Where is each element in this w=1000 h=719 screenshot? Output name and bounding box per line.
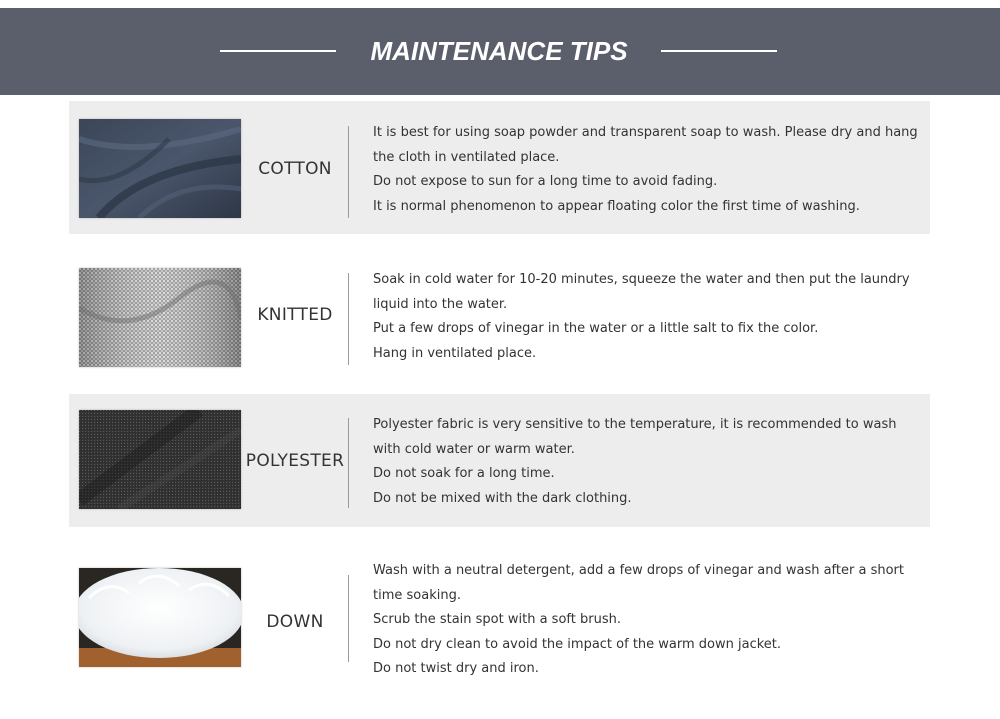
tip-item: Do not be mixed with the dark clothing. <box>373 490 632 506</box>
section-down <box>69 545 930 695</box>
fabric-name: KNITTED <box>257 305 333 325</box>
divider <box>348 418 349 508</box>
tip-item: It is best for using soap powder and transparent soap to wash. Please dry and hang the cloth in ventilated place. <box>373 125 918 165</box>
tips-list <box>373 268 923 366</box>
tip-item: Hang in ventilated place. <box>373 345 537 361</box>
tip-item: Do not expose to sun for a long time to avoid fading. <box>373 174 718 189</box>
tip-item: Polyester fabric is very sensitive to the temperature, it is recommended to wash with cold water or warm water. <box>373 417 897 457</box>
divider <box>348 126 349 218</box>
section-knitted <box>69 248 930 381</box>
tip-item: Soak in cold water for 10-20 minutes, squeeze the water and then put the laundry liquid into the water. <box>373 272 910 312</box>
tip-item: Wash with a neutral detergent, add a few drops of vinegar and wash after a short time soaking. <box>373 563 904 603</box>
tip-item: Do not twist dry and iron. <box>373 661 539 676</box>
header-banner <box>0 8 1000 95</box>
fabric-name: POLYESTER <box>245 451 345 471</box>
knitted-fabric-image <box>79 268 241 367</box>
tips-list <box>373 559 923 682</box>
section-polyester <box>69 394 930 527</box>
header-line-right <box>661 50 777 52</box>
tip-item: Put a few drops of vinegar in the water or a little salt to fix the color. <box>373 321 819 336</box>
down-fabric-image <box>79 568 241 667</box>
page-title: MAINTENANCE TIPS <box>370 36 628 66</box>
header-line-left <box>220 50 336 52</box>
tip-item: Do not soak for a long time. <box>373 466 555 481</box>
polyester-fabric-image <box>79 410 241 509</box>
tips-list <box>373 413 923 511</box>
tip-item: It is normal phenomenon to appear floating color the first time of washing. <box>373 198 860 214</box>
tips-list <box>373 121 923 219</box>
section-cotton <box>69 101 930 234</box>
fabric-name: COTTON <box>258 159 332 179</box>
cotton-fabric-image <box>79 119 241 218</box>
tip-item: Do not dry clean to avoid the impact of the warm down jacket. <box>373 636 782 652</box>
tip-item: Scrub the stain spot with a soft brush. <box>373 612 621 627</box>
top-strip <box>0 0 1000 8</box>
fabric-name: DOWN <box>266 612 324 632</box>
divider <box>348 575 349 662</box>
divider <box>348 273 349 365</box>
